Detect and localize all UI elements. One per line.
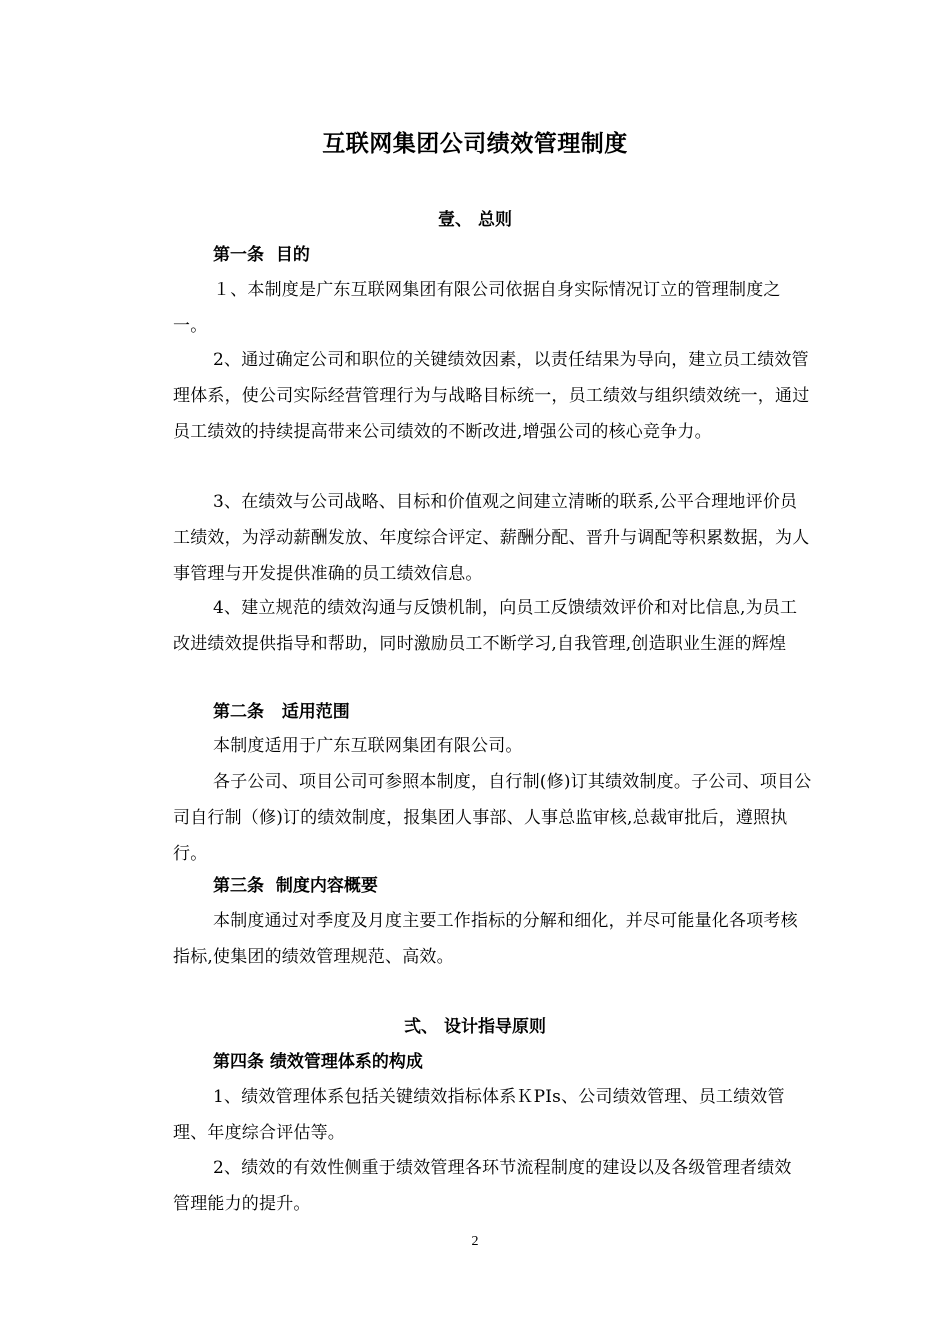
article-heading-summary: 第三条 制度内容概要 (213, 876, 378, 896)
paragraph-structure-1: 1、绩效管理体系包括关键绩效指标体系ＫPIs、公司绩效管理、员工绩效管理、年度综合评估等。 (173, 1087, 785, 1143)
page-number: 2 (471, 1234, 479, 1249)
paragraph-purpose-3: 3、在绩效与公司战略、目标和价值观之间建立清晰的联系,公平合理地评价员工绩效，为浮动薪酬发放、年度综合评定、薪酬分配、晋升与调配等积累数据，为人事管理与开发提供准确的员工绩效信息。 (173, 492, 810, 584)
paragraph-purpose-2: 2、通过确定公司和职位的关键绩效因素，以责任结果为导向，建立员工绩效管理体系，使公司实际经营管理行为与战略目标统一，员工绩效与组织绩效统一，通过员工绩效的持续提高带来公司绩效的不断改进,增强公司的核心竞争力。 (173, 350, 810, 442)
section-heading-general: 壹、 总则 (438, 210, 512, 230)
article-heading-structure: 第四条 绩效管理体系的构成 (213, 1052, 423, 1072)
paragraph-purpose-1: １、本制度是广东互联网集团有限公司依据自身实际情况订立的管理制度之一。 (173, 280, 781, 336)
article-heading-purpose: 第一条 目的 (213, 245, 310, 265)
section-heading-design-principles: 弍、 设计指导原则 (404, 1017, 546, 1037)
paragraph-purpose-4: 4、建立规范的绩效沟通与反馈机制，向员工反馈绩效评价和对比信息,为员工改进绩效提供指导和帮助，同时激励员工不断学习,自我管理,创造职业生涯的辉煌 (173, 598, 798, 654)
paragraph-scope-1: 本制度适用于广东互联网集团有限公司。 (213, 736, 523, 756)
article-heading-scope: 第二条 适用范围 (213, 702, 350, 722)
paragraph-summary-1: 本制度通过对季度及月度主要工作指标的分解和细化，并尽可能量化各项考核指标,使集团的绩效管理规范、高效。 (173, 911, 798, 967)
paragraph-structure-2: 2、绩效的有效性侧重于绩效管理各环节流程制度的建设以及各级管理者绩效管理能力的提升。 (173, 1158, 792, 1214)
paragraph-scope-2: 各子公司、项目公司可参照本制度，自行制(修)订其绩效制度。子公司、项目公司自行制（修)订的绩效制度，报集团人事部、人事总监审核,总裁审批后，遵照执行。 (173, 772, 812, 864)
document-title: 互联网集团公司绩效管理制度 (322, 131, 628, 157)
